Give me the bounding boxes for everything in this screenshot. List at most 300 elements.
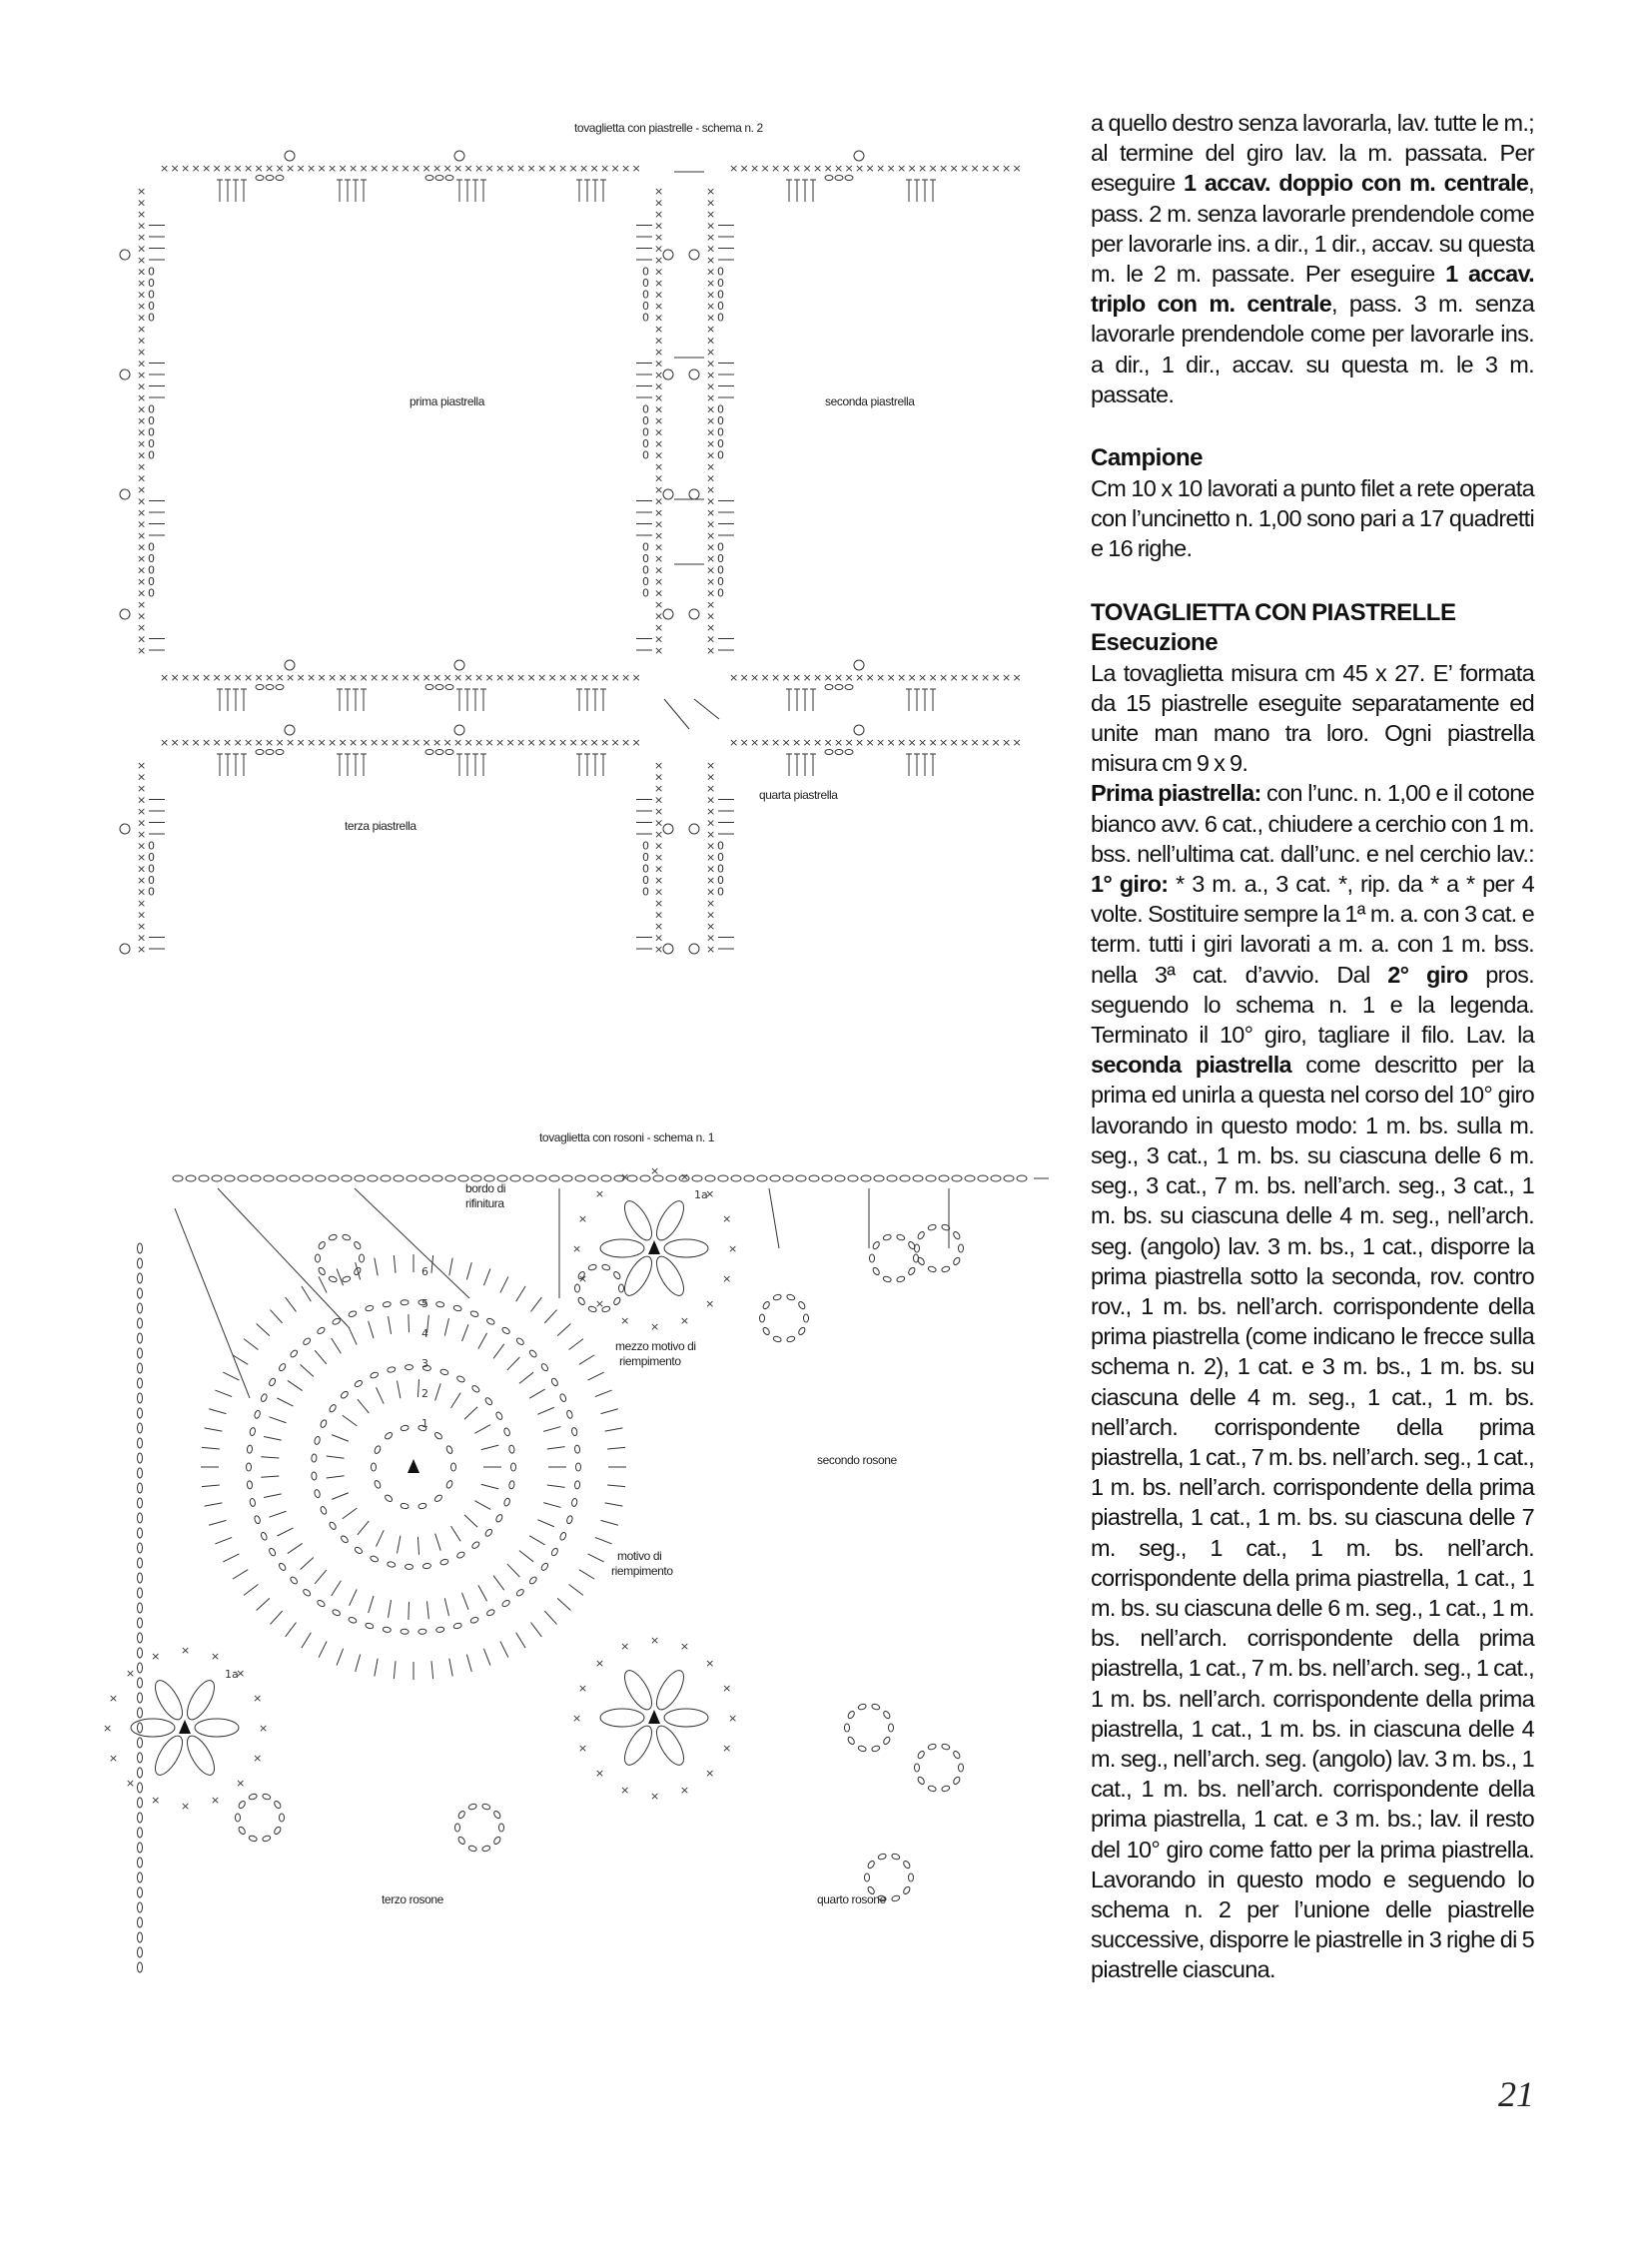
- single-crochet-mark: ×: [706, 862, 716, 876]
- single-crochet-mark: ×: [160, 671, 170, 684]
- treble-stitch: [601, 1520, 618, 1525]
- label-bordo-line: bordo di: [465, 1181, 506, 1195]
- chain-stitch: [138, 1378, 143, 1388]
- treble-stitch: [233, 1570, 248, 1579]
- single-crochet-mark: ×: [137, 540, 147, 554]
- chain-stitch: [528, 1349, 537, 1358]
- cluster-stitch: [689, 944, 699, 954]
- single-crochet-mark: ×: [654, 540, 664, 554]
- paragraph: [1091, 473, 1534, 564]
- chain-stitch: [425, 176, 433, 181]
- single-crochet-mark: ×: [359, 736, 369, 749]
- single-crochet-mark: ×: [813, 736, 823, 749]
- treble-stitch: [516, 1633, 525, 1648]
- chain-stitch: [422, 1563, 431, 1569]
- single-crochet-mark: ×: [317, 162, 327, 175]
- chain-stitch: [342, 1233, 351, 1240]
- treble-stitch: [409, 1314, 410, 1332]
- label-mezzo-line: riempimento: [619, 1354, 681, 1368]
- chain-mark: 0: [717, 540, 724, 554]
- chain-stitch: [952, 1175, 962, 1181]
- single-crochet-mark: ×: [1002, 736, 1012, 749]
- chain-mark: 0: [148, 277, 155, 290]
- single-crochet-mark: ×: [886, 162, 896, 175]
- chain-stitch: [871, 1703, 880, 1710]
- chain-mark: 0: [148, 540, 155, 554]
- single-crochet-mark: ×: [654, 483, 664, 496]
- chain-stitch: [405, 1564, 413, 1569]
- cluster-stitch: [663, 489, 673, 499]
- treble-stitch: [462, 1324, 468, 1341]
- single-crochet-mark: ×: [706, 196, 716, 210]
- chain-mark: 0: [148, 874, 155, 887]
- single-crochet-mark: ×: [137, 265, 147, 279]
- treble-stitch: [350, 1328, 358, 1344]
- single-crochet-mark: ×: [442, 736, 452, 749]
- chain-stitch: [199, 1175, 209, 1181]
- single-crochet-mark: ×: [137, 632, 147, 646]
- single-crochet-mark: ×: [706, 288, 716, 302]
- single-crochet-mark: ×: [706, 414, 716, 427]
- treble-stitch: [579, 1570, 594, 1579]
- chain-stitch: [138, 1453, 143, 1463]
- chain-mark: 0: [642, 437, 649, 450]
- chain-stitch: [138, 1318, 143, 1328]
- bold-run: seconda piastrella: [1091, 1052, 1291, 1079]
- chain-stitch: [508, 1445, 514, 1454]
- treble-stitch: [466, 1262, 471, 1279]
- single-crochet-mark: ×: [706, 471, 716, 485]
- treble-stitch: [209, 1409, 226, 1414]
- single-crochet-mark: ×: [620, 1169, 630, 1183]
- chain-stitch: [276, 685, 284, 690]
- single-crochet-mark: ×: [1012, 736, 1022, 749]
- treble-stitch: [444, 1318, 448, 1336]
- chain-stitch: [262, 1835, 271, 1842]
- chain-stitch: [445, 1175, 455, 1181]
- single-crochet-mark: ×: [844, 671, 854, 684]
- chain-mark: 0: [148, 885, 155, 899]
- single-crochet-mark: ×: [960, 162, 970, 175]
- chain-stitch: [419, 1175, 429, 1181]
- single-crochet-mark: ×: [706, 563, 716, 577]
- treble-stitch: [332, 1493, 349, 1500]
- chain-stitch: [571, 1498, 578, 1507]
- petal: [195, 1719, 239, 1737]
- start-marker: [648, 1240, 660, 1254]
- single-crochet-mark: ×: [516, 671, 526, 684]
- chain-stitch: [451, 1463, 456, 1471]
- treble-stitch: [417, 1379, 418, 1397]
- single-crochet-mark: ×: [349, 671, 359, 684]
- single-crochet-mark: ×: [722, 1682, 732, 1696]
- single-crochet-mark: ×: [137, 196, 147, 210]
- single-crochet-mark: ×: [160, 736, 170, 749]
- schema-1-rosette-diagram: [103, 1130, 1049, 1972]
- chain-stitch: [138, 1768, 143, 1778]
- single-crochet-mark: ×: [654, 208, 664, 221]
- treble-stitch: [595, 1537, 612, 1544]
- single-crochet-mark: ×: [108, 1692, 119, 1706]
- single-crochet-mark: ×: [137, 311, 147, 325]
- single-crochet-mark: ×: [125, 1666, 136, 1680]
- single-crochet-mark: ×: [191, 162, 201, 175]
- single-crochet-mark: ×: [401, 671, 411, 684]
- schema-2-stitch-marks: [120, 151, 1022, 956]
- single-crochet-mark: ×: [706, 265, 716, 279]
- treble-stitch: [557, 1324, 570, 1336]
- chain-stitch: [797, 1326, 806, 1335]
- chain-stitch: [804, 1314, 809, 1322]
- single-crochet-mark: ×: [568, 671, 578, 684]
- chain-stitch: [825, 176, 833, 181]
- single-crochet-mark: ×: [421, 671, 431, 684]
- chain-stitch: [550, 1377, 558, 1386]
- single-crochet-mark: ×: [706, 770, 716, 784]
- chain-stitch: [845, 1724, 850, 1732]
- treble-stitch: [529, 1536, 544, 1545]
- single-crochet-mark: ×: [137, 839, 147, 853]
- single-crochet-mark: ×: [254, 736, 264, 749]
- single-crochet-mark: ×: [474, 736, 484, 749]
- single-crochet-mark: ×: [137, 805, 147, 818]
- chain-stitch: [917, 1776, 926, 1785]
- single-crochet-mark: ×: [391, 736, 401, 749]
- chain-stitch: [835, 685, 843, 690]
- chain-stitch: [138, 1258, 143, 1268]
- bold-run: Prima piastrella:: [1091, 780, 1261, 807]
- single-crochet-mark: ×: [137, 219, 147, 233]
- chain-stitch: [882, 1736, 891, 1745]
- chain-stitch: [138, 1438, 143, 1448]
- single-crochet-mark: ×: [792, 736, 802, 749]
- chain-stitch: [260, 1532, 268, 1541]
- treble-stitch: [444, 1598, 448, 1616]
- single-crochet-mark: ×: [370, 162, 380, 175]
- chain-stitch: [705, 1175, 715, 1181]
- single-crochet-mark: ×: [654, 644, 664, 657]
- treble-stitch: [394, 1255, 396, 1273]
- treble-stitch: [264, 1494, 282, 1498]
- treble-stitch: [474, 1425, 490, 1434]
- chain-stitch: [900, 1175, 910, 1181]
- single-crochet-mark: ×: [928, 671, 938, 684]
- chain-stitch: [273, 1826, 282, 1835]
- chain-stitch: [332, 1609, 341, 1617]
- chain-stitch: [138, 1483, 143, 1493]
- single-crochet-mark: ×: [244, 162, 254, 175]
- secondo-rosone-motif: [572, 1164, 737, 1333]
- single-crochet-mark: ×: [495, 736, 505, 749]
- chain-stitch: [845, 750, 853, 755]
- chain-mark: 0: [642, 540, 649, 554]
- chain-stitch: [312, 1454, 318, 1462]
- single-crochet-mark: ×: [202, 162, 212, 175]
- round-number: 1: [421, 1417, 428, 1430]
- chain-stitch: [847, 1736, 856, 1745]
- single-crochet-mark: ×: [981, 671, 991, 684]
- chain-stitch: [731, 1175, 741, 1181]
- treble-stitch: [466, 1655, 471, 1672]
- single-crochet-mark: ×: [265, 671, 275, 684]
- single-crochet-mark: ×: [181, 1644, 191, 1657]
- chain-mark: 0: [717, 874, 724, 887]
- chain-stitch: [887, 1175, 897, 1181]
- petal: [651, 1197, 689, 1244]
- chain-stitch: [318, 1240, 327, 1249]
- chain-stitch: [797, 1300, 806, 1309]
- single-crochet-mark: ×: [359, 671, 369, 684]
- single-crochet-mark: ×: [706, 323, 716, 336]
- single-crochet-mark: ×: [939, 162, 949, 175]
- single-crochet-mark: ×: [1012, 671, 1022, 684]
- chain-stitch: [640, 1175, 650, 1181]
- chain-stitch: [601, 1263, 610, 1270]
- petal: [600, 1239, 644, 1257]
- single-crochet-mark: ×: [181, 1800, 191, 1813]
- single-crochet-mark: ×: [981, 162, 991, 175]
- text-run: , pass. 3 m. senza lavorarle prendendole come per lavorarle ins. a dir., 1 dir., accav. su questa m. le 3 m. passate.: [1091, 291, 1534, 407]
- chain-stitch: [138, 1288, 143, 1298]
- cluster-stitch: [663, 824, 673, 834]
- single-crochet-mark: ×: [865, 671, 875, 684]
- single-crochet-mark: ×: [349, 736, 359, 749]
- treble-stitch: [500, 1276, 508, 1292]
- single-crochet-mark: ×: [654, 231, 664, 244]
- single-crochet-mark: ×: [654, 563, 664, 577]
- chain-stitch: [276, 750, 284, 755]
- chain-stitch: [316, 1175, 326, 1181]
- single-crochet-mark: ×: [706, 885, 716, 899]
- chain-stitch: [401, 1425, 410, 1432]
- treble-stitch: [579, 1355, 594, 1364]
- chain-stitch: [796, 1175, 806, 1181]
- single-crochet-mark: ×: [137, 598, 147, 611]
- chain-stitch: [588, 1263, 597, 1270]
- single-crochet-mark: ×: [286, 736, 296, 749]
- chain-stitch: [342, 1175, 352, 1181]
- chain-stitch: [266, 750, 274, 755]
- single-crochet-mark: ×: [432, 162, 442, 175]
- single-crochet-mark: ×: [654, 897, 664, 910]
- single-crochet-mark: ×: [137, 862, 147, 876]
- single-crochet-mark: ×: [202, 671, 212, 684]
- chain-stitch: [256, 176, 264, 181]
- chain-stitch: [845, 685, 853, 690]
- chain-stitch: [303, 1337, 312, 1346]
- treble-stitch: [271, 1310, 283, 1323]
- single-crochet-mark: ×: [706, 874, 716, 887]
- single-crochet-mark: ×: [729, 736, 739, 749]
- text-run: Cm 10 x 10 lavorati a punto filet a rete operata con l’uncinetto n. 1,00 sono pari a 17 quadretti e 16 righe.: [1091, 475, 1534, 562]
- chain-stitch: [266, 685, 274, 690]
- single-crochet-mark: ×: [380, 671, 390, 684]
- chain-stitch: [874, 1175, 884, 1181]
- treble-stitch: [516, 1286, 525, 1301]
- chain-stitch: [138, 1573, 143, 1583]
- single-crochet-mark: ×: [907, 671, 917, 684]
- treble-stitch: [449, 1659, 452, 1677]
- chain-stitch: [991, 1175, 1001, 1181]
- chain-stitch: [256, 685, 264, 690]
- single-crochet-mark: ×: [792, 162, 802, 175]
- treble-stitch: [493, 1344, 504, 1358]
- treble-stitch: [377, 1530, 385, 1546]
- label-seconda-piastrella: seconda piastrella: [825, 394, 915, 408]
- chain-stitch: [783, 1175, 793, 1181]
- single-crochet-mark: ×: [886, 671, 896, 684]
- single-crochet-mark: ×: [223, 736, 233, 749]
- single-crochet-mark: ×: [589, 162, 599, 175]
- petal: [619, 1197, 657, 1244]
- single-crochet-mark: ×: [855, 162, 865, 175]
- single-crochet-mark: ×: [897, 736, 907, 749]
- chain-stitch: [562, 1175, 572, 1181]
- single-crochet-mark: ×: [463, 671, 473, 684]
- chain-stitch: [871, 1745, 880, 1752]
- chain-stitch: [138, 1648, 143, 1658]
- chain-stitch: [878, 1853, 887, 1860]
- chain-mark: 0: [642, 862, 649, 876]
- single-crochet-mark: ×: [654, 346, 664, 359]
- treble-stitch: [288, 1543, 303, 1553]
- chain-stitch: [320, 1506, 328, 1515]
- single-crochet-mark: ×: [706, 851, 716, 864]
- single-crochet-mark: ×: [928, 162, 938, 175]
- chain-stitch: [266, 176, 274, 181]
- chain-mark: 0: [642, 885, 649, 899]
- single-crochet-mark: ×: [137, 517, 147, 531]
- chain-stitch: [312, 1472, 318, 1480]
- cluster-stitch: [689, 489, 699, 499]
- chain-stitch: [576, 1463, 581, 1471]
- treble-stitch: [337, 1649, 344, 1666]
- single-crochet-mark: ×: [212, 671, 222, 684]
- chain-stitch: [456, 1375, 465, 1383]
- chain-stitch: [138, 1663, 143, 1673]
- single-crochet-mark: ×: [181, 162, 191, 175]
- chain-stitch: [138, 1872, 143, 1882]
- single-crochet-mark: ×: [137, 770, 147, 784]
- chain-stitch: [238, 1175, 248, 1181]
- text-run: a quello destro senza lavorarla, lav. tutte le m.; al termine del giro lav. la m. passata. Per eseguire: [1091, 110, 1534, 197]
- single-crochet-mark: ×: [137, 609, 147, 623]
- chain-stitch: [138, 1588, 143, 1598]
- single-crochet-mark: ×: [729, 671, 739, 684]
- single-crochet-mark: ×: [823, 162, 833, 175]
- chain-stitch: [907, 1266, 916, 1275]
- single-crochet-mark: ×: [654, 196, 664, 210]
- chain-mark: 0: [717, 862, 724, 876]
- single-crochet-mark: ×: [802, 162, 812, 175]
- chain-stitch: [619, 1284, 624, 1292]
- treble-stitch: [417, 1537, 418, 1555]
- quarto-rosone-motif: [572, 1634, 737, 1803]
- single-crochet-mark: ×: [137, 208, 147, 221]
- single-crochet-mark: ×: [484, 671, 494, 684]
- chain-stitch: [786, 1293, 795, 1300]
- chain-stitch: [138, 1603, 143, 1613]
- chain-stitch: [247, 1481, 253, 1489]
- single-crochet-mark: ×: [137, 323, 147, 336]
- treble-stitch: [369, 1321, 374, 1338]
- single-crochet-mark: ×: [600, 162, 610, 175]
- treble-stitch: [547, 1447, 565, 1449]
- chain-mark: 0: [642, 575, 649, 588]
- join-arrow: [175, 1208, 250, 1398]
- chain-stitch: [486, 1609, 495, 1617]
- single-crochet-mark: ×: [600, 736, 610, 749]
- single-crochet-mark: ×: [654, 185, 664, 198]
- label-motivo-line: riempimento: [611, 1564, 673, 1578]
- chain-stitch: [401, 1300, 409, 1305]
- single-crochet-mark: ×: [594, 1767, 605, 1781]
- single-crochet-mark: ×: [137, 793, 147, 807]
- chain-stitch: [847, 1710, 856, 1719]
- chain-mark: 0: [717, 885, 724, 899]
- text-run: con l’unc. n. 1,00 e il cotone bianco avv. 6 cat., chiudere a cerchio con 1 m. bss. nell’ultima cat. dall’unc. e nel cerchio lav.:: [1091, 780, 1534, 867]
- single-crochet-mark: ×: [949, 671, 959, 684]
- treble-stitch: [569, 1339, 583, 1350]
- chain-stitch: [317, 1326, 326, 1335]
- chain-stitch: [138, 1618, 143, 1628]
- chain-stitch: [138, 1947, 143, 1957]
- treble-stitch: [269, 1417, 286, 1423]
- chain-mark: 0: [148, 311, 155, 325]
- label-quarta-piastrella: quarta piastrella: [759, 788, 838, 802]
- chain-stitch: [340, 1535, 349, 1544]
- chain-mark: 0: [717, 265, 724, 279]
- single-crochet-mark: ×: [706, 598, 716, 611]
- treble-stitch: [529, 1389, 544, 1398]
- single-crochet-mark: ×: [137, 425, 147, 439]
- single-crochet-mark: ×: [137, 759, 147, 772]
- single-crochet-mark: ×: [338, 162, 348, 175]
- chain-stitch: [917, 1230, 926, 1239]
- chain-stitch: [902, 1860, 911, 1868]
- single-crochet-mark: ×: [823, 736, 833, 749]
- chain-mark: 0: [717, 311, 724, 325]
- single-crochet-mark: ×: [654, 862, 664, 876]
- single-crochet-mark: ×: [654, 851, 664, 864]
- chain-stitch: [835, 750, 843, 755]
- chain-stitch: [574, 1445, 580, 1453]
- single-crochet-mark: ×: [621, 736, 631, 749]
- single-crochet-mark: ×: [359, 162, 369, 175]
- treble-stitch: [537, 1520, 554, 1527]
- treble-stitch: [474, 1501, 490, 1510]
- single-crochet-mark: ×: [547, 736, 557, 749]
- chain-stitch: [394, 1175, 404, 1181]
- single-crochet-mark: ×: [137, 782, 147, 795]
- single-crochet-mark: ×: [928, 736, 938, 749]
- chain-stitch: [909, 1873, 914, 1881]
- single-crochet-mark: ×: [855, 671, 865, 684]
- chain-stitch: [858, 1703, 867, 1710]
- single-crochet-mark: ×: [151, 1649, 161, 1663]
- chain-stitch: [515, 1588, 524, 1597]
- single-crochet-mark: ×: [137, 402, 147, 416]
- single-crochet-mark: ×: [191, 736, 201, 749]
- single-crochet-mark: ×: [654, 471, 664, 485]
- single-crochet-mark: ×: [706, 334, 716, 348]
- chain-stitch: [138, 1738, 143, 1748]
- single-crochet-mark: ×: [1012, 162, 1022, 175]
- single-crochet-mark: ×: [1002, 162, 1012, 175]
- single-crochet-mark: ×: [960, 736, 970, 749]
- single-crochet-mark: ×: [654, 874, 664, 887]
- chain-stitch: [355, 1175, 365, 1181]
